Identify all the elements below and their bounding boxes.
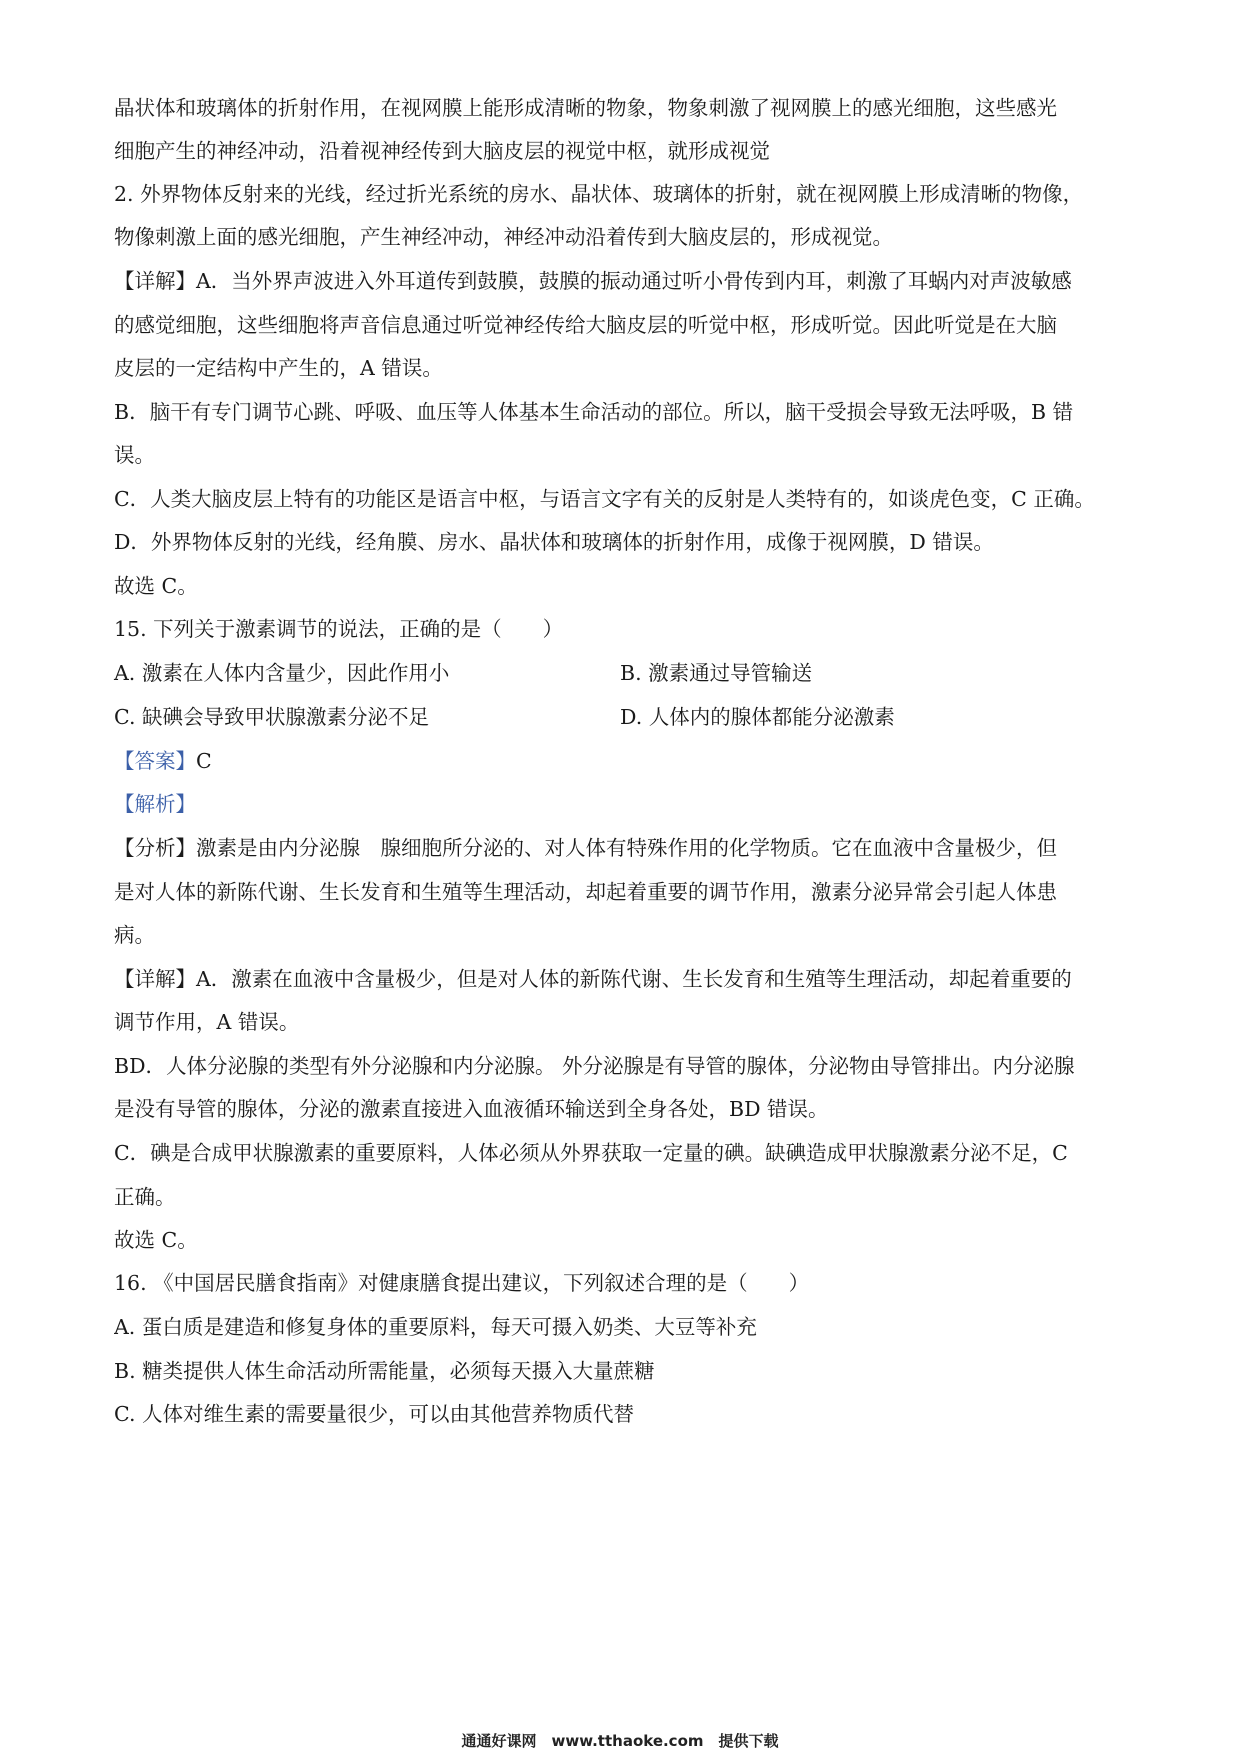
detail-line: 调节作用，A 错误。 [114, 1010, 300, 1034]
analysis-line: 是对人体的新陈代谢、生长发育和生殖等生理活动，却起着重要的调节作用，激素分泌异常会引起人体患 [114, 880, 1057, 904]
question-16-stem: 16. 《中国居民膳食指南》对健康膳食提出建议，下列叙述合理的是（ ） [114, 1271, 810, 1295]
explanation-line: 晶状体和玻璃体的折射作用，在视网膜上能形成清晰的物象，物象刺激了视网膜上的感光细胞，这些感光 [114, 96, 1057, 120]
explanation-line: 细胞产生的神经冲动，沿着视神经传到大脑皮层的视觉中枢，就形成视觉 [114, 139, 770, 163]
q15-option-b: B. 激素通过导管输送 [620, 661, 813, 685]
analysis-line: 【分析】激素是由内分泌腺 腺细胞所分泌的、对人体有特殊作用的化学物质。它在血液中含量极少，但 [114, 836, 1057, 860]
detail-line: B．脑干有专门调节心跳、呼吸、血压等人体基本生命活动的部位。所以，脑干受损会导致无法呼吸，B 错 [114, 400, 1074, 424]
q16-option-c: C. 人体对维生素的需要量很少，可以由其他营养物质代替 [114, 1402, 634, 1426]
detail-line: C．碘是合成甲状腺激素的重要原料，人体必须从外界获取一定量的碘。缺碘造成甲状腺激素分泌不足，C [114, 1141, 1068, 1165]
detail-line: BD．人体分泌腺的类型有外分泌腺和内分泌腺。 外分泌腺是有导管的腺体，分泌物由导管排出。内分泌腺 [114, 1054, 1075, 1078]
analysis-tag: 【解析】 [114, 792, 196, 816]
detail-line: D．外界物体反射的光线，经角膜、房水、晶状体和玻璃体的折射作用，成像于视网膜，D 错误。 [114, 530, 994, 554]
page-footer: 通通好课网 www.tthaoke.com 提供下载 [461, 1732, 779, 1750]
answer-choice: 故选 C。 [114, 574, 198, 598]
answer-value: C [196, 749, 212, 773]
detail-line: 【详解】A．激素在血液中含量极少，但是对人体的新陈代谢、生长发育和生殖等生理活动，却起着重要的 [114, 967, 1072, 991]
q15-option-c: C. 缺碘会导致甲状腺激素分泌不足 [114, 705, 429, 729]
detail-line: 是没有导管的腺体，分泌的激素直接进入血液循环输送到全身各处，BD 错误。 [114, 1097, 829, 1121]
detail-line: 正确。 [114, 1185, 176, 1209]
q15-option-d: D. 人体内的腺体都能分泌激素 [620, 705, 895, 729]
detail-line: C．人类大脑皮层上特有的功能区是语言中枢，与语言文字有关的反射是人类特有的，如谈虎色变，C 正确。 [114, 487, 1095, 511]
explanation-line: 2. 外界物体反射来的光线，经过折光系统的房水、晶状体、玻璃体的折射，就在视网膜上形成清晰的物像， [114, 182, 1084, 206]
question-15-stem: 15. 下列关于激素调节的说法，正确的是（ ） [114, 617, 564, 641]
detail-line: 的感觉细胞，这些细胞将声音信息通过听觉神经传给大脑皮层的听觉中枢，形成听觉。因此听觉是在大脑 [114, 313, 1057, 337]
analysis-line: 病。 [114, 923, 155, 947]
explanation-line: 物像刺激上面的感光细胞，产生神经冲动，神经冲动沿着传到大脑皮层的，形成视觉。 [114, 225, 893, 249]
detail-line: 皮层的一定结构中产生的，A 错误。 [114, 356, 443, 380]
q15-answer [114, 747, 1134, 775]
detail-line: 【详解】A．当外界声波进入外耳道传到鼓膜，鼓膜的振动通过听小骨传到内耳，刺激了耳蜗内对声波敏感 [114, 269, 1072, 293]
detail-line: 误。 [114, 443, 155, 467]
answer-tag: 【答案】 [114, 749, 196, 773]
q15-option-a: A. 激素在人体内含量少，因此作用小 [114, 661, 450, 685]
q16-option-b: B. 糖类提供人体生命活动所需能量，必须每天摄入大量蔗糖 [114, 1359, 655, 1383]
q16-option-a: A. 蛋白质是建造和修复身体的重要原料，每天可摄入奶类、大豆等补充 [114, 1315, 757, 1339]
answer-choice: 故选 C。 [114, 1228, 198, 1252]
